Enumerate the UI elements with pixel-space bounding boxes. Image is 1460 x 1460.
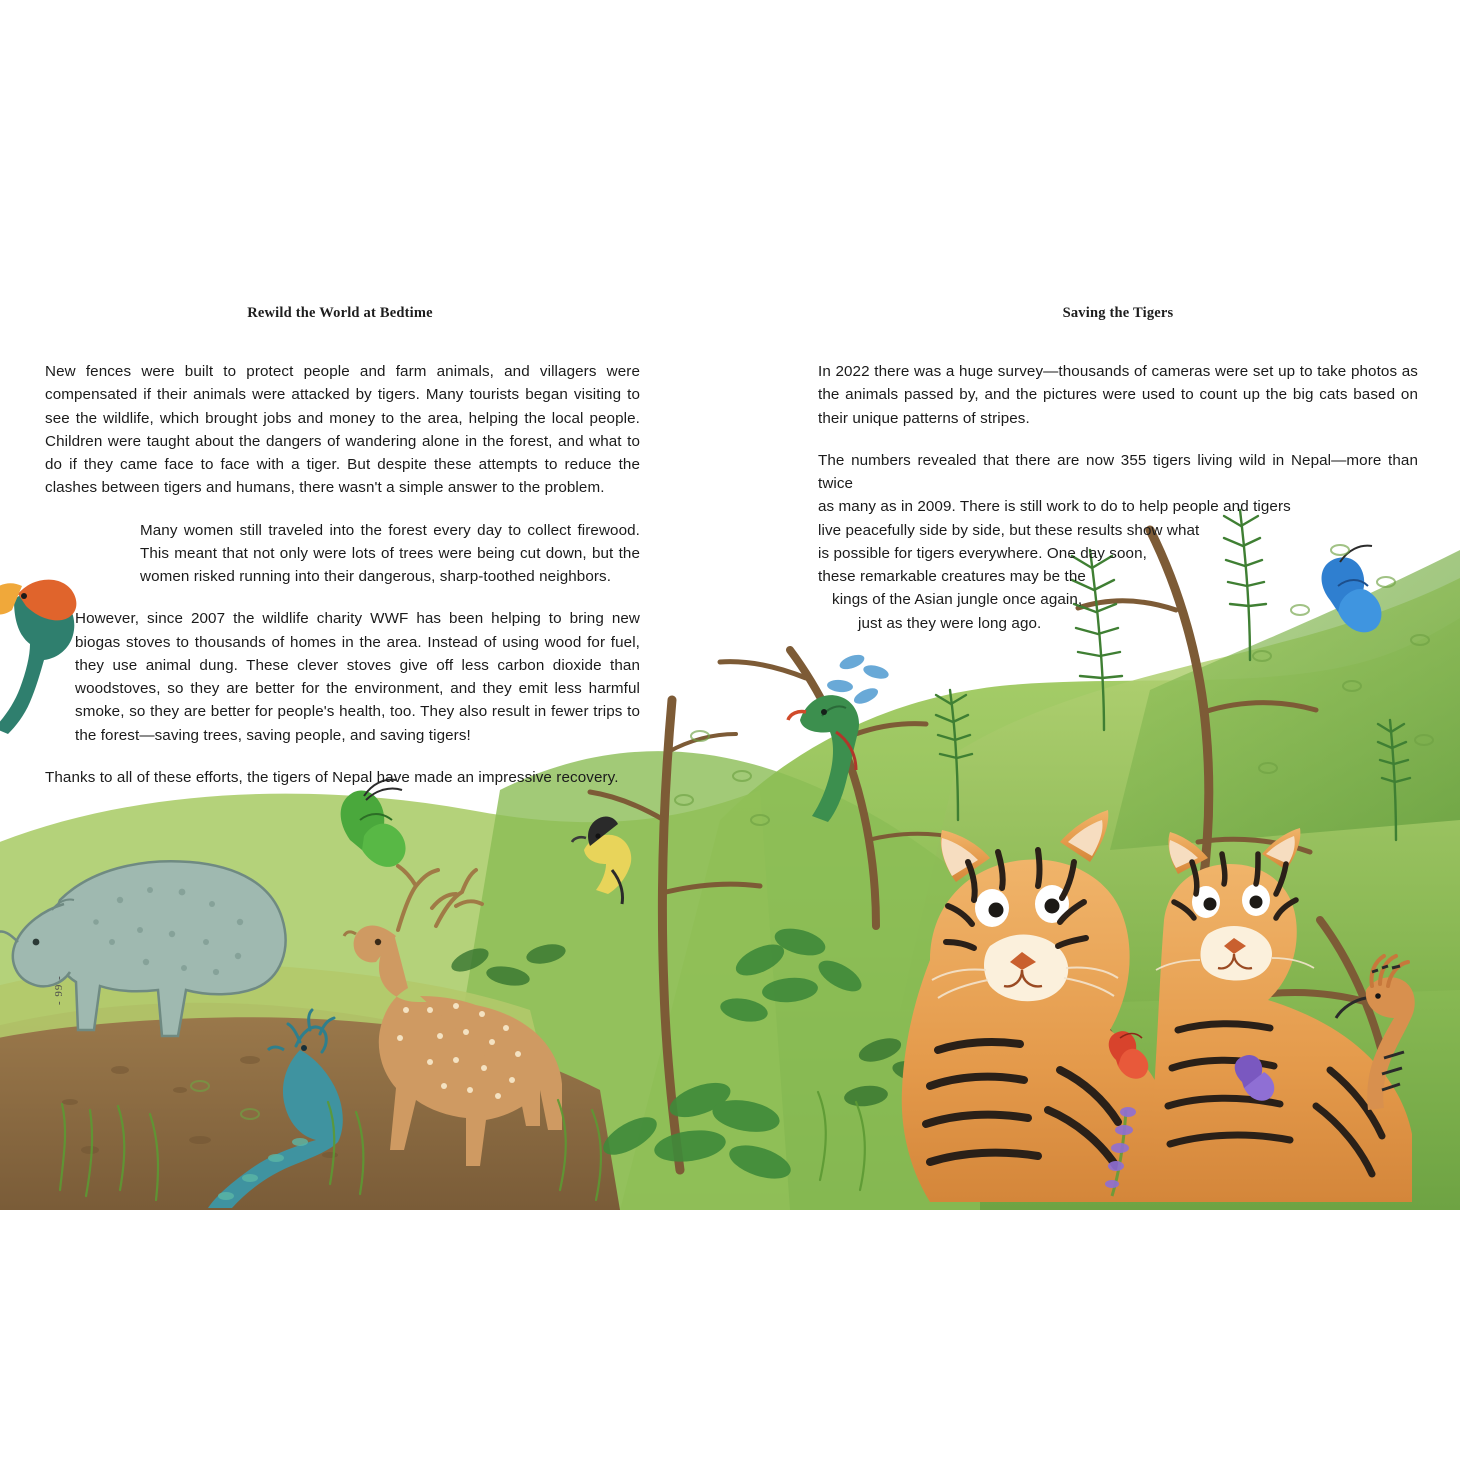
paragraph-left-3 (45, 607, 640, 747)
paragraph-left-2-text: Many women still traveled into the forest every day to collect firewood. This meant that not only were lots of trees were being cut down, but the women risked running into their dangerous, sharp-toothed neighbors. (140, 521, 640, 585)
text-wrap-spacer (45, 607, 75, 743)
tapered-line: live peacefully side by side, but these results show what (818, 521, 1200, 539)
paragraph-left-4-text: Thanks to all of these efforts, the tigers of Nepal have made an impressive recovery. (45, 768, 619, 786)
tapered-line: kings of the Asian jungle once again, (832, 591, 1083, 609)
running-head-right: Saving the Tigers (1062, 305, 1174, 321)
paragraph-left-1-text: New fences were built to protect people and farm animals, and villagers were compensated if their animals were attacked by tigers. Many tourists began visiting to see the wildlife, which brought jobs and money to the area, helping the local people. Children were taught about the dangers of wandering alone in the forest, and what to do if they came face to face with a tiger. But despite these attempts to reduce the clashes between tigers and humans, there wasn't a simple answer to the problem. (45, 363, 640, 497)
tapered-line: as many as in 2009. There is still work to do to help people and tigers (818, 498, 1291, 516)
paragraph-left-2 (45, 519, 640, 589)
paragraph-left-4 (45, 766, 640, 789)
right-page (818, 305, 1418, 635)
running-head-left: Rewild the World at Bedtime (247, 305, 433, 321)
paragraph-right-1 (818, 360, 1418, 430)
paragraph-right-2 (818, 449, 1418, 635)
paragraph-right-1-text: In 2022 there was a huge survey—thousands of cameras were set up to take photos as the animals passed by, and the pictures were used to count up the big cats based on their unique patterns of stripes. (818, 363, 1418, 427)
page-number: - 99 - (53, 975, 65, 1005)
text-wrap-spacer (45, 519, 140, 597)
tapered-line: is possible for tigers everywhere. One day soon, (818, 544, 1147, 562)
tapered-line: just as they were long ago. (858, 614, 1042, 632)
paragraph-left-3-text: However, since 2007 the wildlife charity WWF has been helping to bring new biogas stoves to thousands of homes in the area. Instead of using wood for fuel, they use animal dung. These clever stoves give off less carbon dioxide than woodstoves, so they are better for the environment, and they emit less harmful smoke, so they are better for people's health, too. They also result in fewer trips to the forest—saving trees, saving people, and saving tigers! (75, 610, 640, 744)
paragraph-left-1 (45, 360, 640, 500)
tapered-line: The numbers revealed that there are now 355 tigers living wild in Nepal—more than twice (818, 451, 1418, 492)
tapered-line: these remarkable creatures may be the (818, 568, 1086, 585)
left-page (45, 305, 640, 1005)
